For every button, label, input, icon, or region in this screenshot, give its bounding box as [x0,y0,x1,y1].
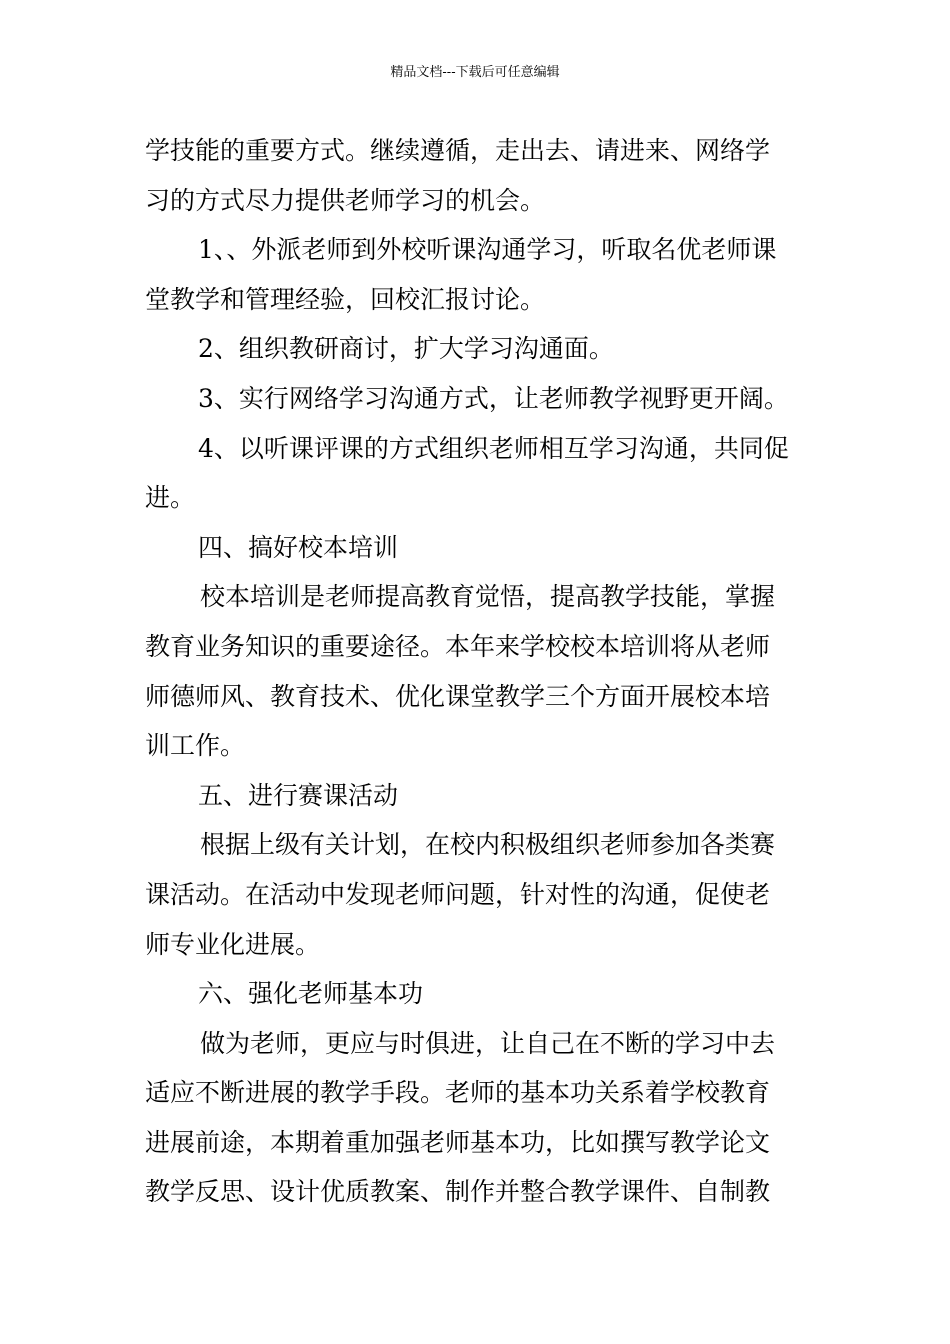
text-line: 师德师风、教育技术、优化课堂教学三个方面开展校本培 [145,681,771,711]
text-line: 学技能的重要方式。继续遵循，走出去、请进来、网络学 [145,136,771,165]
text-line: 课活动。在活动中发现老师问题，针对性的沟通，促使老 [145,879,771,909]
list-item-4: 4、以听课评课的方式组织老师相互学习沟通，共同促 [198,433,789,463]
text-line: 进展前途，本期着重加强老师基本功，比如撰写教学论文 [145,1127,771,1157]
paragraph-start: 根据上级有关计划，在校内积极组织老师参加各类赛 [200,830,776,860]
list-item-3: 3、实行网络学习沟通方式，让老师教学视野更开阔。 [198,383,789,413]
text-line: 堂教学和管理经验，回校汇报讨论。 [145,284,546,314]
section-heading-5: 五、进行赛课活动 [198,780,399,810]
text-line: 教育业务知识的重要途径。本年来学校校本培训将从老师 [145,631,771,661]
page-header: 精品文档---下载后可任意编辑 [390,65,560,80]
text-line: 训工作。 [145,731,246,761]
document-body [145,126,825,1217]
section-heading-4: 四、搞好校本培训 [198,532,399,562]
text-line: 师专业化进展。 [145,929,321,959]
section-heading-6: 六、强化老师基本功 [198,979,424,1009]
text-line: 习的方式尽力提供老师学习的机会。 [145,185,546,215]
text-line: 进。 [145,483,196,513]
paragraph-start: 做为老师，更应与时俱进，让自己在不断的学习中去 [200,1028,776,1058]
list-item-2: 2、组织教研商讨，扩大学习沟通面。 [198,334,614,364]
text-line: 适应不断进展的教学手段。老师的基本功关系着学校教育 [145,1078,771,1108]
paragraph-start: 校本培训是老师提高教育觉悟，提高教学技能，掌握 [200,582,776,612]
text-line: 教学反思、设计优质教案、制作并整合教学课件、自制教 [145,1177,771,1207]
list-item-1: 1、、外派老师到外校听课沟通学习，听取名优老师课 [198,235,777,265]
